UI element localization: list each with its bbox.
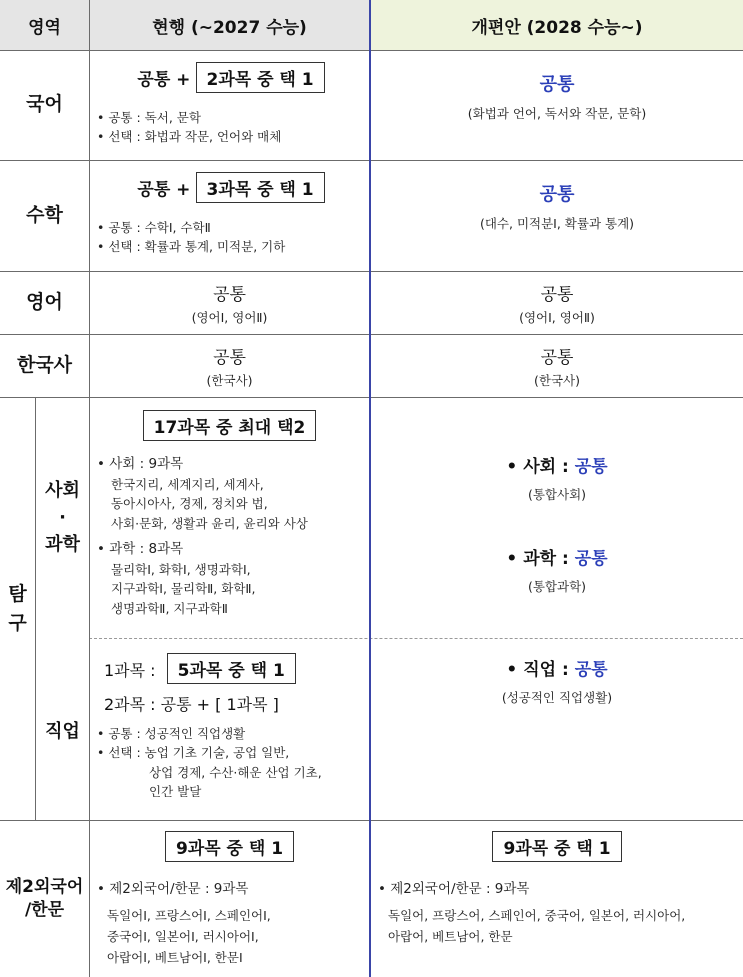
social-science-current-main bbox=[90, 410, 369, 441]
vocational-revised: • 직업 : 공통 (성공적인 직업생활) bbox=[371, 655, 743, 707]
social-revised: • 사회 : 공통 (통합사회) bbox=[371, 452, 743, 504]
foreign-current-main bbox=[90, 831, 369, 862]
foreign-revised-details: • 제2외국어/한문 : 9과목 독일어, 프랑스어, 스페인어, 중국어, 일본어, 러시아어, 아랍어, 베트남어, 한문 bbox=[378, 878, 740, 947]
vocational-current-line2: 2과목 : 공통 + [ 1과목 ] bbox=[104, 695, 279, 714]
social-science-current-details: • 사회 : 9과목 한국지리, 세계지리, 세계사, 동아시아사, 경제, 정치와 법, 사회·문화, 생활과 윤리, 윤리와 사상 • 과학 : 8과목 물리학Ⅰ, 화학Ⅰ, 생명과학Ⅰ, 지구과학Ⅰ, 물리학Ⅱ, 화학Ⅱ, 생명과학Ⅱ, 지구과학Ⅱ bbox=[97, 454, 367, 618]
vocational-current-line1: 1과목 : 5과목 중 택 1 bbox=[104, 653, 369, 684]
foreign-revised-choice-box: 9과목 중 택 1 bbox=[492, 831, 621, 862]
row-label-foreign: 제2외국어 /한문 bbox=[5, 876, 84, 920]
row-label-math: 수학 bbox=[26, 203, 63, 226]
foreign-revised-main bbox=[371, 831, 743, 862]
row-label-history: 한국사 bbox=[16, 353, 73, 376]
row-label-inquiry: 탐 구 bbox=[8, 583, 27, 634]
math-choice-box: 3과목 중 택 1 bbox=[196, 172, 325, 203]
header-revised: 개편안 (2028 수능~) bbox=[371, 0, 743, 50]
social-science-choice-box: 17과목 중 최대 택2 bbox=[143, 410, 317, 441]
history-current: 공통 (한국사) bbox=[206, 348, 253, 388]
row-label-social-science: 사회 · 과학 bbox=[45, 480, 80, 555]
korean-current-main: 공통 + 2과목 중 택 1 bbox=[96, 62, 366, 93]
row-label-english: 영어 bbox=[26, 290, 63, 313]
history-revised: 공통 (한국사) bbox=[534, 348, 580, 388]
science-revised: • 과학 : 공통 (통합과학) bbox=[371, 544, 743, 596]
english-revised: 공통 (영어Ⅰ, 영어Ⅱ) bbox=[519, 285, 595, 325]
korean-choice-box: 2과목 중 택 1 bbox=[196, 62, 325, 93]
row-label-korean: 국어 bbox=[26, 93, 63, 116]
korean-current-details: • 공통 : 독서, 문학 • 선택 : 화법과 작문, 언어와 매체 bbox=[97, 108, 367, 147]
header-area: 영역 bbox=[0, 0, 89, 50]
row-label-vocational: 직업 bbox=[45, 720, 80, 742]
math-current-main: 공통 + 3과목 중 택 1 bbox=[96, 172, 366, 203]
math-revised: 공통 (대수, 미적분Ⅰ, 확률과 통계) bbox=[479, 184, 635, 231]
foreign-current-details: • 제2외국어/한문 : 9과목 독일어Ⅰ, 프랑스어Ⅰ, 스페인어Ⅰ, 중국어Ⅰ, 일본어Ⅰ, 러시아어Ⅰ, 아랍어Ⅰ, 베트남어Ⅰ, 한문Ⅰ bbox=[97, 878, 367, 969]
vocational-current-details: • 공통 : 성공적인 직업생활 • 선택 : 농업 기초 기술, 공업 일반, 상업 경제, 수산·해운 산업 기초, 인간 발달 bbox=[97, 724, 367, 802]
math-current-details: • 공통 : 수학Ⅰ, 수학Ⅱ • 선택 : 확률과 통계, 미적분, 기하 bbox=[97, 218, 367, 257]
korean-revised: 공통 (화법과 언어, 독서와 작문, 문학) bbox=[467, 74, 647, 121]
foreign-current-choice-box: 9과목 중 택 1 bbox=[165, 831, 294, 862]
english-current: 공통 (영어Ⅰ, 영어Ⅱ) bbox=[191, 285, 268, 325]
vocational-choice-box: 5과목 중 택 1 bbox=[167, 653, 296, 684]
header-current: 현행 (~2027 수능) bbox=[90, 0, 369, 50]
